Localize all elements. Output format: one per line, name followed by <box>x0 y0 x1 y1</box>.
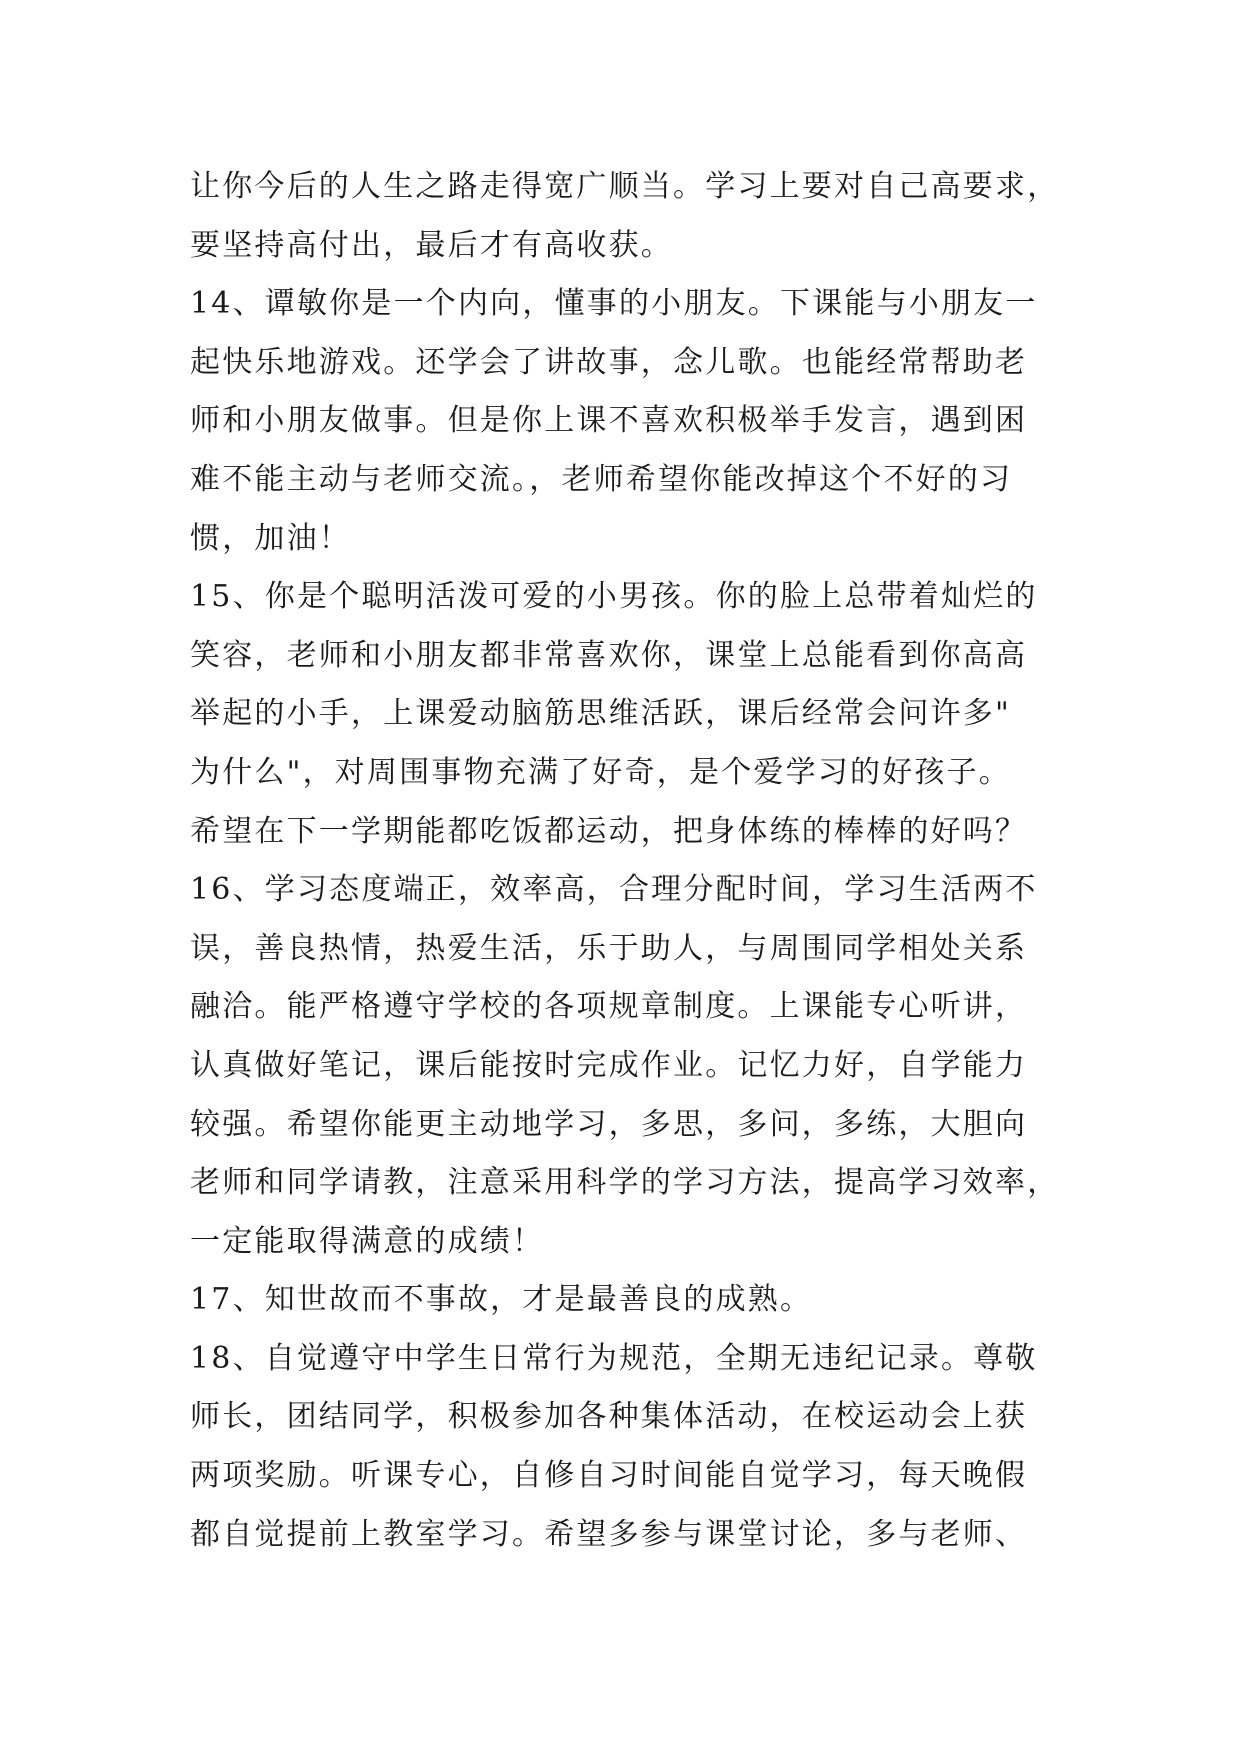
text-line: 18、自觉遵守中学生日常行为规范，全期无违纪记录。尊敬 <box>190 1340 1038 1376</box>
text-line: 起快乐地游戏。还学会了讲故事，念儿歌。也能经常帮助老 <box>190 344 1028 380</box>
text-line: 误，善良热情，热爱生活，乐于助人，与周围同学相处关系 <box>190 930 1028 966</box>
text-line: 两项奖励。听课专心，自修自习时间能自觉学习，每天晚假 <box>190 1458 1028 1494</box>
text-line: 惯，加油！ <box>190 520 351 556</box>
text-line: 为什么"，对周围事物充满了好奇，是个爱学习的好孩子。 <box>190 754 1011 790</box>
text-line: 希望在下一学期能都吃饭都运动，把身体练的棒棒的好吗？ <box>190 813 1028 849</box>
text-line: 师长，团结同学，积极参加各种集体活动，在校运动会上获 <box>190 1399 1028 1435</box>
text-line: 老师和同学请教，注意采用科学的学习方法，提高学习效率， <box>190 1165 1060 1201</box>
text-line: 难不能主动与老师交流。，老师希望你能改掉这个不好的习 <box>190 461 1013 497</box>
text-line: 要坚持高付出，最后才有高收获。 <box>190 227 673 263</box>
text-line: 一定能取得满意的成绩！ <box>190 1223 545 1259</box>
text-line: 认真做好笔记，课后能按时完成作业。记忆力好，自学能力 <box>190 1047 1028 1083</box>
text-line: 都自觉提前上教室学习。希望多参与课堂讨论，多与老师、 <box>190 1516 1028 1552</box>
text-line: 举起的小手，上课爱动脑筋思维活跃，课后经常会问许多" <box>190 696 1011 732</box>
text-line: 融洽。能严格遵守学校的各项规章制度。上课能专心听讲， <box>190 989 1028 1025</box>
text-line: 较强。希望你能更主动地学习，多思，多问，多练，大胆向 <box>190 1106 1028 1142</box>
document-body <box>190 158 1090 1564</box>
text-line: 让你今后的人生之路走得宽广顺当。学习上要对自己高要求， <box>190 169 1060 204</box>
text-line: 师和小朋友做事。但是你上课不喜欢积极举手发言，遇到困 <box>190 403 1028 439</box>
text-line: 笑容，老师和小朋友都非常喜欢你，课堂上总能看到你高高 <box>190 637 1028 673</box>
text-line: 16、学习态度端正，效率高，合理分配时间，学习生活两不 <box>190 872 1038 908</box>
text-line: 17、知世故而不事故，才是最善良的成熟。 <box>190 1282 813 1318</box>
text-line: 15、你是个聪明活泼可爱的小男孩。你的脸上总带着灿烂的 <box>190 579 1038 615</box>
text-line: 14、谭敏你是一个内向，懂事的小朋友。下课能与小朋友一 <box>190 286 1038 322</box>
